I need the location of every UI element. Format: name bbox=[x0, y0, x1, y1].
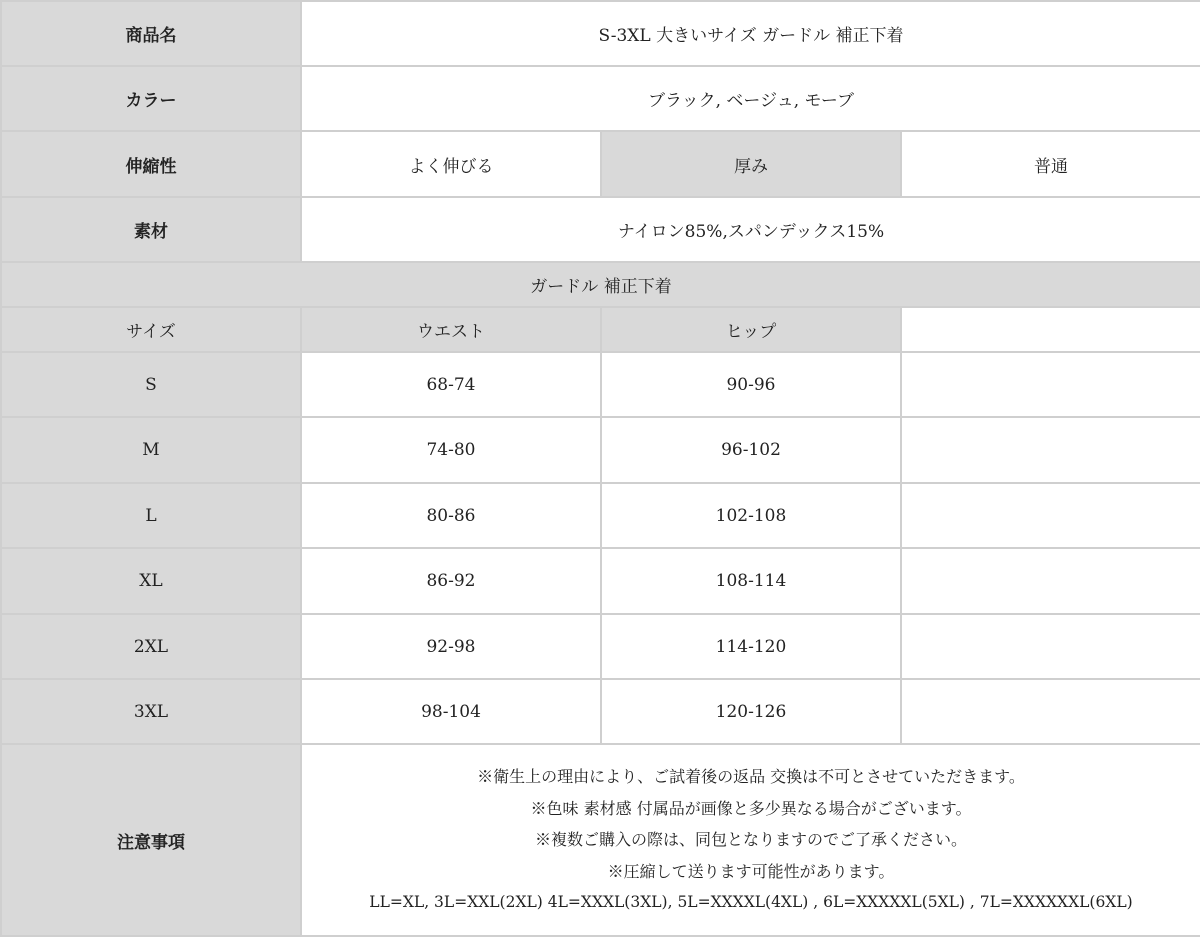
size-header: サイズ bbox=[1, 307, 301, 352]
size-cell: 3XL bbox=[1, 679, 301, 744]
empty-cell bbox=[901, 483, 1200, 548]
material-value: ナイロン85%,スパンデックス15% bbox=[301, 197, 1200, 262]
empty-cell bbox=[901, 417, 1200, 483]
thickness-label: 厚み bbox=[601, 131, 901, 197]
table-row bbox=[1, 352, 1200, 417]
note-hygiene: ※衛生上の理由により、ご試着後の返品 交換は不可とさせていただきます。 bbox=[477, 767, 1025, 787]
notes-label: 注意事項 bbox=[1, 744, 301, 936]
product-name-value: S-3XL 大きいサイズ ガードル 補正下着 bbox=[301, 1, 1200, 66]
table-row bbox=[1, 679, 1200, 744]
note-color-variance: ※色味 素材感 付属品が画像と多少異なる場合がございます。 bbox=[530, 798, 972, 818]
note-compression: ※圧縮して送ります可能性があります。 bbox=[607, 861, 895, 881]
product-name-row bbox=[1, 1, 1200, 66]
hip-cell: 108-114 bbox=[601, 548, 901, 614]
size-cell: XL bbox=[1, 548, 301, 614]
product-name-label: 商品名 bbox=[1, 1, 301, 66]
hip-cell: 96-102 bbox=[601, 417, 901, 483]
hip-cell: 90-96 bbox=[601, 352, 901, 417]
notes-content bbox=[301, 744, 1200, 936]
empty-cell bbox=[901, 352, 1200, 417]
waist-cell: 68-74 bbox=[301, 352, 601, 417]
empty-cell bbox=[901, 548, 1200, 614]
waist-cell: 92-98 bbox=[301, 614, 601, 679]
size-cell: L bbox=[1, 483, 301, 548]
material-row bbox=[1, 197, 1200, 262]
color-label: カラー bbox=[1, 66, 301, 131]
table-row bbox=[1, 614, 1200, 679]
table-row bbox=[1, 483, 1200, 548]
stretch-label: 伸縮性 bbox=[1, 131, 301, 197]
hip-header: ヒップ bbox=[601, 307, 901, 352]
size-table-title: ガードル 補正下着 bbox=[1, 262, 1200, 307]
material-label: 素材 bbox=[1, 197, 301, 262]
size-table-title-row bbox=[1, 262, 1200, 307]
table-row bbox=[1, 417, 1200, 483]
waist-cell: 86-92 bbox=[301, 548, 601, 614]
color-row bbox=[1, 66, 1200, 131]
empty-cell bbox=[901, 614, 1200, 679]
thickness-value: 普通 bbox=[901, 131, 1200, 197]
color-value: ブラック, ベージュ, モーブ bbox=[301, 66, 1200, 131]
empty-header bbox=[901, 307, 1200, 352]
waist-header: ウエスト bbox=[301, 307, 601, 352]
note-size-conversion: LL=XL, 3L=XXL(2XL) 4L=XXXL(3XL), 5L=XXXXL(4XL) , 6L=XXXXXL(5XL) , 7L=XXXXXXL(6XL) bbox=[369, 893, 1133, 912]
hip-cell: 114-120 bbox=[601, 614, 901, 679]
stretch-value: よく伸びる bbox=[301, 131, 601, 197]
waist-cell: 98-104 bbox=[301, 679, 601, 744]
stretch-row bbox=[1, 131, 1200, 197]
size-cell: M bbox=[1, 417, 301, 483]
size-cell: S bbox=[1, 352, 301, 417]
waist-cell: 80-86 bbox=[301, 483, 601, 548]
size-cell: 2XL bbox=[1, 614, 301, 679]
hip-cell: 120-126 bbox=[601, 679, 901, 744]
empty-cell bbox=[901, 679, 1200, 744]
note-bundled-shipping: ※複数ご購入の際は、同包となりますのでご了承ください。 bbox=[534, 830, 967, 850]
size-header-row bbox=[1, 307, 1200, 352]
waist-cell: 74-80 bbox=[301, 417, 601, 483]
hip-cell: 102-108 bbox=[601, 483, 901, 548]
notes-row bbox=[1, 744, 1200, 936]
table-row bbox=[1, 548, 1200, 614]
